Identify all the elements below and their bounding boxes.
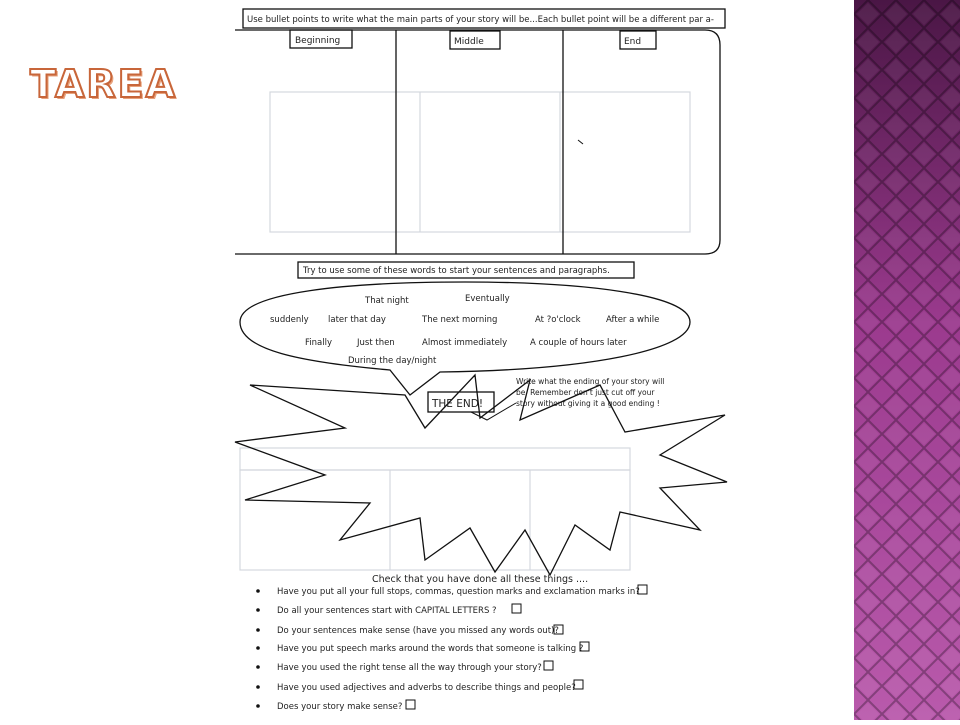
word: A couple of hours later: [530, 338, 627, 348]
bullet: [256, 628, 260, 632]
ghost-marks: [240, 92, 690, 570]
checklist-item: [256, 680, 583, 693]
bullet: [256, 685, 260, 689]
checkbox[interactable]: [544, 661, 553, 670]
word: Eventually: [465, 294, 510, 304]
checkbox[interactable]: [406, 700, 415, 709]
diamond-pattern: [854, 0, 960, 720]
column-end: End: [624, 37, 642, 47]
bullet: [256, 704, 260, 708]
checklist-item: [256, 661, 553, 673]
instruction-words: Try to use some of these words to start your sentences and paragraphs.: [303, 266, 610, 276]
word: That night: [365, 296, 409, 306]
word: Finally: [305, 338, 332, 348]
column-middle: Middle: [454, 37, 484, 47]
the-end-label: THE END!: [432, 398, 484, 410]
checklist-item: [256, 585, 647, 597]
story-planning-worksheet: [230, 0, 730, 720]
checkbox[interactable]: [512, 604, 521, 613]
checklist-title: Check that you have done all these things ....: [372, 574, 589, 585]
word: During the day/night: [348, 356, 437, 366]
bullet: [256, 646, 260, 650]
word: After a while: [606, 315, 660, 325]
checklist-item: [256, 604, 521, 616]
bullet: [256, 665, 260, 669]
ending-note-line: Write what the ending of your story will: [516, 377, 665, 386]
instruction-top: Use bullet points to write what the main parts of your story will be...Each bullet point will be a different par a-: [247, 15, 714, 25]
word: later that day: [328, 315, 386, 325]
slide-title: TAREA: [30, 62, 178, 106]
word: Almost immediately: [422, 338, 508, 348]
checklist-text: Does your story make sense?: [277, 702, 403, 712]
checklist-text: Have you used adjectives and adverbs to describe things and people?: [277, 683, 576, 693]
word: The next morning: [422, 315, 498, 325]
checklist-item: [256, 700, 415, 712]
ending-note-line: be. Remember don't just cut off your: [516, 388, 655, 397]
word: suddenly: [270, 315, 309, 325]
checklist-item: [256, 625, 563, 636]
bullet: [256, 589, 260, 593]
checklist-text: Have you put all your full stops, commas, question marks and exclamation marks in?: [277, 587, 640, 597]
checklist-text: Have you used the right tense all the way through your story?: [277, 663, 542, 673]
word: At ?o'clock: [535, 315, 581, 325]
ending-note-line: story without giving it a good ending !: [516, 399, 660, 408]
worksheet-drawing: [230, 0, 730, 720]
word: Just then: [357, 338, 395, 348]
checklist-text: Have you put speech marks around the words that someone is talking ?: [277, 644, 584, 654]
checklist-item: [256, 642, 589, 654]
bullet: [256, 608, 260, 612]
checklist-text: Do all your sentences start with CAPITAL LETTERS ?: [277, 606, 497, 616]
column-beginning: Beginning: [295, 36, 341, 46]
planning-frame: [235, 30, 720, 254]
checklist-text: Do your sentences make sense (have you missed any words out)?: [277, 626, 559, 636]
decorative-diamond-panel: [854, 0, 960, 720]
